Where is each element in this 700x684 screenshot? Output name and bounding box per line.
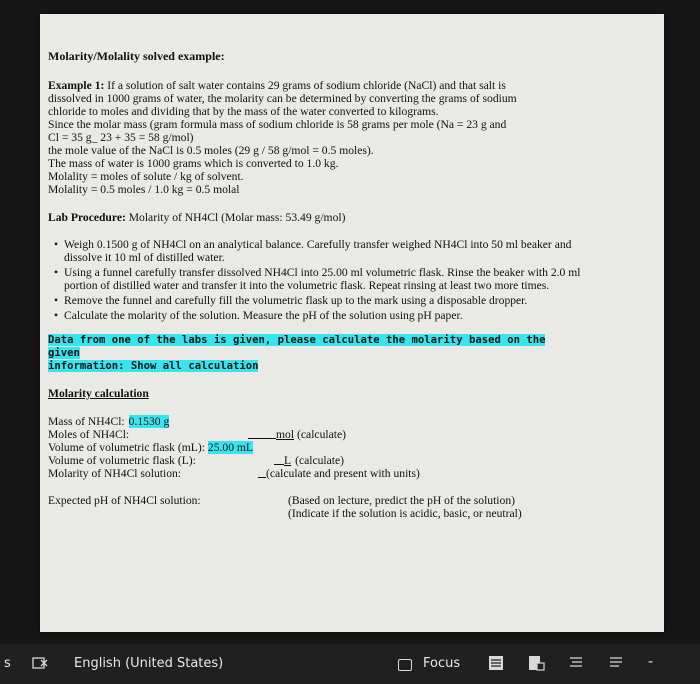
lab-step [54,294,608,307]
bullet-icon: • [54,309,59,322]
example-text-1: If a solution of salt water contains 29 grams of sodium chloride (NaCl) and that salt is [107,79,506,92]
bullet-icon: • [54,294,59,307]
molarity-note: (calculate and present with units) [266,467,420,480]
print-layout-icon[interactable] [527,654,545,672]
lab-steps-list [54,238,608,322]
calc-row-volume-ml [48,441,608,454]
bullet-icon: • [54,238,59,251]
moles-note: (calculate) [297,428,346,441]
lab-procedure-heading [48,211,608,224]
calc-row-molarity [48,467,608,480]
mass-value: 0.1530 g [128,415,170,428]
mass-label: Mass of NH4Cl: [48,415,125,428]
lab-step-text: Remove the funnel and carefully fill the volumetric flask up to the mark using a disposable dropper. [64,294,528,307]
calc-row-mass [48,415,608,428]
bullet-icon: • [54,266,59,279]
expected-ph-label: Expected pH of NH4Cl solution: [48,494,201,507]
volume-l-unit: L [284,454,292,467]
calculation-table [48,415,608,480]
document-title: Molarity/Molality solved example: [48,49,225,63]
highlighted-instructions [48,334,580,373]
volume-l-answer-blank[interactable] [274,454,284,465]
highlight-line-1: Data from one of the labs is given, please calculate the molarity based on the given [48,334,546,359]
lab-step [54,266,608,292]
example-line-8: Molality = moles of solute / kg of solvent. [48,170,244,183]
expected-ph-line-1: (Based on lecture, predict the pH of the solution) [288,494,515,507]
taskbar [0,644,700,684]
expected-ph-instructions [288,494,522,520]
read-mode-icon[interactable] [487,654,505,672]
example-line-7: The mass of water is 1000 grams which is converted to 1.0 kg. [48,157,339,170]
volume-l-note: (calculate) [295,454,345,467]
example-line-4: Since the molar mass (gram formula mass of sodium chloride is 58 grams per mole (Na = 23 g and [48,118,507,131]
moles-unit: mol [276,428,295,441]
lab-label: Lab Procedure: [48,211,126,224]
lab-step [54,309,608,322]
volume-l-label: Volume of volumetric flask (L): [48,454,196,467]
expected-ph-section [48,494,608,520]
volume-ml-value: 25.00 mL [207,441,254,454]
example-label: Example 1: [48,79,105,92]
highlight-line-2: information: Show all calculation [48,360,259,372]
lab-step-text: Calculate the molarity of the solution. Measure the pH of the solution using pH paper. [64,309,463,322]
taskbar-left-fragment: s [4,656,11,671]
lab-step-text: Using a funnel carefully transfer dissolved NH4Cl into 25.00 ml volumetric flask. Rinse the beaker with 2.0 ml portion of distilled water and transfer it into the volumetric flask. Repeat rinsing at least two more times. [64,266,581,292]
molarity-calculation-heading: Molarity calculation [48,387,149,400]
zoom-out-button[interactable]: - [648,654,654,670]
example-line-1 [48,79,608,92]
lab-step-text: Weigh 0.1500 g of NH4Cl on an analytical balance. Carefully transfer weighed NH4Cl into 50 ml beaker and dissolve it 10 ml of distilled water. [64,238,572,264]
web-layout-icon[interactable] [567,654,585,672]
molarity-answer-blank[interactable] [258,467,266,478]
volume-ml-label: Volume of volumetric flask (mL): [48,441,205,454]
expected-ph-line-2: (Indicate if the solution is acidic, basic, or neutral) [288,507,522,520]
language-indicator[interactable]: English (United States) [74,656,224,671]
lab-heading-text: Molarity of NH4Cl (Molar mass: 53.49 g/mol) [128,211,346,224]
calc-row-moles [48,428,608,441]
molarity-label: Molarity of NH4Cl solution: [48,467,182,480]
moles-label: Moles of NH4Cl: [48,428,130,441]
moles-answer-blank[interactable] [248,428,276,439]
outline-view-icon[interactable] [607,654,625,672]
lab-step [54,238,608,264]
focus-button[interactable]: Focus [423,656,461,671]
dictate-icon[interactable] [32,655,48,675]
example-line-5: Cl = 35 g_ 23 + 35 = 58 g/mol) [48,131,194,144]
example-line-3: chloride to moles and dividing that by the mass of the water converted to kilograms. [48,105,439,118]
calc-row-volume-l [48,454,608,467]
example-line-9: Molality = 0.5 moles / 1.0 kg = 0.5 molal [48,183,240,196]
example-paragraph [48,79,608,196]
example-line-2: dissolved in 1000 grams of water, the molarity can be determined by converting the grams of sodium [48,92,517,105]
example-line-6: the mole value of the NaCl is 0.5 moles (29 g / 58 g/mol = 0.5 moles). [48,144,374,157]
focus-icon[interactable] [398,657,412,672]
document-content [48,50,608,520]
